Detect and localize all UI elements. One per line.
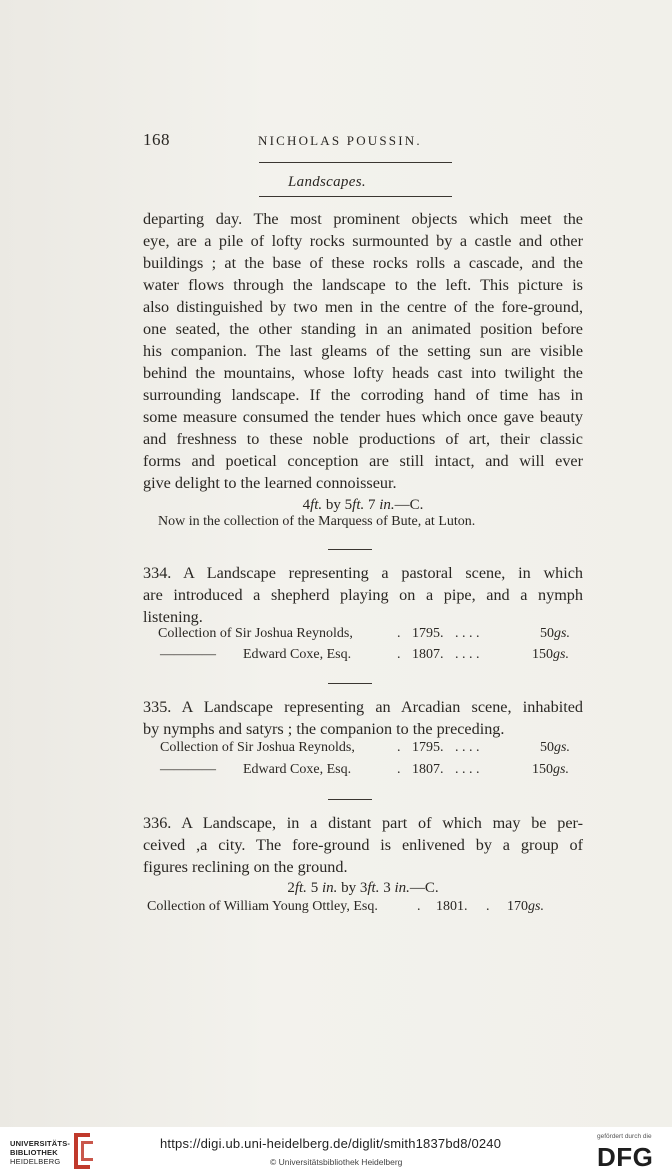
text-line: listening. — [143, 608, 203, 626]
price-leader: . . . . — [455, 647, 480, 662]
text-line: behind the mountains, whose lofty heads cast into twilight the — [143, 364, 583, 382]
text-line: his companion. The last gleams of the setting sun are visible — [143, 342, 583, 360]
entry-separator — [328, 549, 372, 550]
dim-unit: in. — [321, 880, 338, 896]
provenance-dot: . — [397, 762, 401, 777]
provenance-name: Edward Coxe, Esq. — [243, 647, 352, 662]
library-name-line: BIBLIOTHEK — [10, 1148, 58, 1157]
text-line: 335. A Landscape representing an Arcadian scene, inhabited — [143, 698, 583, 716]
price-leader: . . . . — [455, 740, 480, 755]
provenance-dot: . — [397, 626, 401, 641]
provenance-price: 50gs. — [540, 626, 570, 641]
intro-dimensions — [143, 494, 583, 516]
page-number: 168 — [143, 130, 170, 149]
dim-suffix: —C. — [409, 880, 439, 896]
text-line: surrounding landscape. If the corroding hand of time has in — [143, 386, 583, 404]
provenance-dot: . — [397, 647, 401, 662]
text-line: 336. A Landscape, in a distant part of which may be per- — [143, 814, 583, 832]
dim-unit: ft. — [310, 497, 323, 513]
footer-bar — [0, 1127, 672, 1175]
dim-unit: in. — [394, 880, 410, 896]
text-line: figures reclining on the ground. — [143, 858, 348, 876]
dim-by: by — [322, 497, 345, 513]
dim-value: 4 — [302, 497, 311, 513]
text-line: forms and poetical conception are still intact, and will ever — [143, 452, 583, 470]
entry-separator — [328, 799, 372, 800]
text-line: by nymphs and satyrs ; the companion to the preceding. — [143, 720, 505, 738]
ditto-dash: ———— — [160, 762, 216, 777]
provenance-price: 50gs. — [540, 740, 570, 755]
provenance-year: 1807. — [412, 647, 444, 662]
provenance-name: Collection of William Young Ottley, Esq. — [147, 899, 378, 914]
provenance-dot: . — [397, 740, 401, 755]
dim-unit: ft. — [294, 880, 307, 896]
permalink-url[interactable]: https://digi.ub.uni-heidelberg.de/diglit/smith1837bd8/0240 — [160, 1136, 502, 1151]
price-leader: . . . . — [455, 762, 480, 777]
ditto-dash: ———— — [160, 647, 216, 662]
dim-value: 5 — [344, 497, 353, 513]
text-line: give delight to the learned connoisseur. — [143, 474, 397, 492]
text-line: also distinguished by two men in the centre of the fore-ground, — [143, 298, 583, 316]
provenance-year: 1795. — [412, 626, 444, 641]
provenance-name: Collection of Sir Joshua Reynolds, — [160, 740, 355, 755]
text-line: buildings ; at the base of these rocks rolls a cascade, and the — [143, 254, 583, 272]
text-line: are introduced a shepherd playing on a pipe, and a nymph — [143, 586, 583, 604]
provenance-dot: . — [486, 899, 490, 914]
text-line: eye, are a pile of lofty rocks surmounted by a castle and other — [143, 232, 583, 250]
provenance-year: 1801. — [436, 899, 468, 914]
provenance-name: Edward Coxe, Esq. — [243, 762, 352, 777]
library-logo-icon — [68, 1131, 96, 1171]
provenance-price: 150gs. — [532, 762, 569, 777]
dim-unit: in. — [379, 497, 395, 513]
provenance-year: 1795. — [412, 740, 444, 755]
header-rule — [259, 162, 452, 163]
section-rule — [259, 196, 452, 197]
provenance-price: 170gs. — [507, 899, 544, 914]
running-title: NICHOLAS POUSSIN. — [258, 133, 422, 148]
provenance-name: Collection of Sir Joshua Reynolds, — [158, 626, 353, 641]
copyright-notice: © Universitätsbibliothek Heidelberg — [270, 1157, 403, 1167]
entry-dimensions — [143, 877, 583, 899]
dim-value: 5 — [306, 880, 322, 896]
provenance-year: 1807. — [412, 762, 444, 777]
dim-value: 3 — [379, 880, 395, 896]
dfg-logo: DFG — [597, 1142, 654, 1172]
dim-by: by — [337, 880, 360, 896]
price-leader: . . . . — [455, 626, 480, 641]
dim-value: 3 — [359, 880, 368, 896]
text-line: and freshness to these noble productions of art, their classic — [143, 430, 583, 448]
text-line: departing day. The most prominent objects which meet the — [143, 210, 583, 228]
text-line: water flows through the landscape to the left. This picture is — [143, 276, 583, 294]
entry-separator — [328, 683, 372, 684]
text-line: ceived ,a city. The fore-ground is enlivened by a group of — [143, 836, 583, 854]
dim-value: 7 — [364, 497, 380, 513]
funded-by-label: gefördert durch die — [597, 1133, 652, 1140]
dim-suffix: —C. — [394, 497, 424, 513]
collection-note: Now in the collection of the Marquess of Bute, at Luton. — [158, 514, 476, 529]
section-title: Landscapes. — [288, 174, 366, 190]
provenance-price: 150gs. — [532, 647, 569, 662]
dim-unit: ft. — [352, 497, 365, 513]
dim-unit: ft. — [367, 880, 380, 896]
text-line: 334. A Landscape representing a pastoral scene, in which — [143, 564, 583, 582]
library-name-line: HEIDELBERG — [10, 1157, 61, 1166]
dim-value: 2 — [287, 880, 295, 896]
library-name-line: UNIVERSITÄTS- — [10, 1139, 71, 1148]
provenance-dot: . — [417, 899, 421, 914]
text-line: one seated, the other standing in an animated position before — [143, 320, 583, 338]
text-line: some measure consumed the tender hues which once gave beauty — [143, 408, 583, 426]
